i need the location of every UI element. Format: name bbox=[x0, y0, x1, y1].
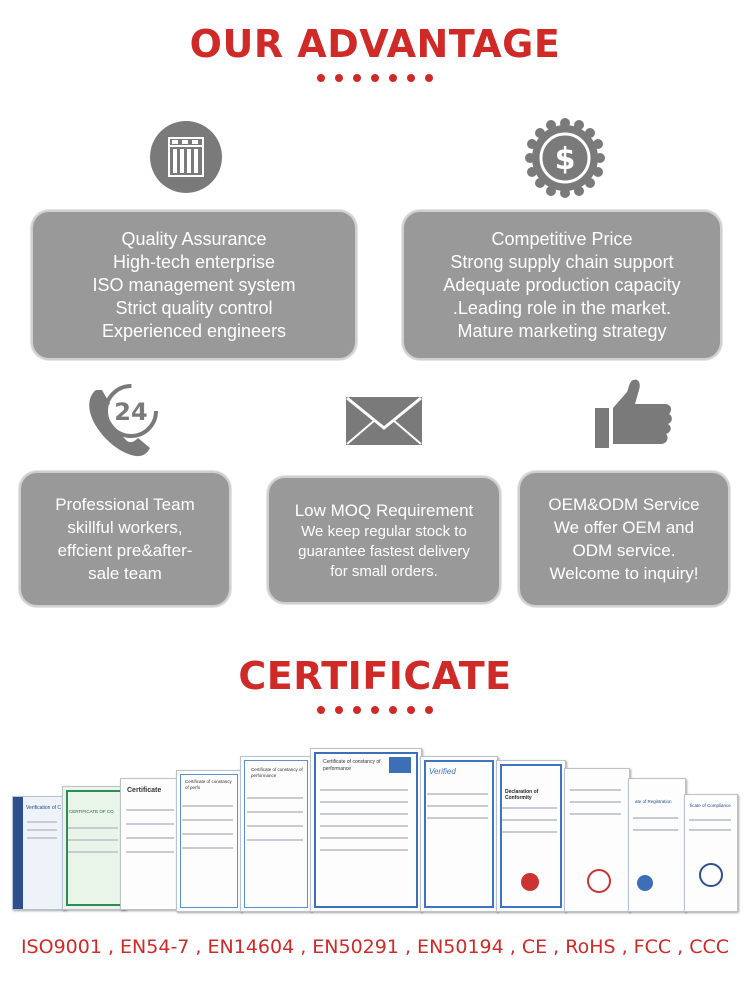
certificate-image: Certificate of constancy of perfo bbox=[176, 770, 242, 912]
certificate-image: Verification of C bbox=[12, 796, 66, 910]
svg-text:24: 24 bbox=[114, 398, 148, 426]
low-moq-card bbox=[267, 476, 501, 604]
certificate-title: CERTIFICATE bbox=[238, 654, 512, 698]
certificate-image: Certificate of constancy of performance bbox=[240, 756, 312, 912]
phone-24-icon bbox=[82, 376, 168, 462]
low-moq-title: Low MOQ Requirement bbox=[294, 500, 474, 520]
certificate-image: Declaration of Conformity bbox=[496, 760, 566, 912]
competitive-price-title: Competitive Price bbox=[491, 228, 633, 249]
certificate-image: Certificate of constancy of performance bbox=[310, 748, 422, 912]
quality-line: Experienced engineers bbox=[101, 320, 287, 341]
quality-line: ISO management system bbox=[92, 274, 296, 295]
certificate-image: CERTIFICATE OF CO bbox=[62, 786, 126, 910]
certification-list: ISO9001 , EN54-7 , EN14604 , EN50291 , EN50194 , CE , RoHS , FCC , CCC bbox=[20, 936, 730, 958]
price-line: .Leading role in the market. bbox=[452, 297, 672, 318]
certificate-image: Certificate bbox=[120, 778, 182, 910]
certificate-dots bbox=[0, 706, 750, 714]
oem-line: ODM service. bbox=[572, 541, 676, 560]
factory-icon bbox=[149, 120, 223, 194]
team-line: effcient pre&after- bbox=[57, 541, 193, 560]
professional-team-title: Professional Team bbox=[55, 495, 195, 514]
quality-assurance-card bbox=[31, 210, 357, 360]
competitive-price-card bbox=[402, 210, 722, 360]
svg-text:$: $ bbox=[554, 142, 576, 177]
quality-assurance-title: Quality Assurance bbox=[121, 228, 267, 249]
price-line: Adequate production capacity bbox=[443, 274, 681, 295]
price-line: Mature marketing strategy bbox=[457, 320, 667, 341]
dollar-coin-icon bbox=[525, 118, 605, 198]
envelope-icon bbox=[345, 396, 423, 446]
certificate-gallery bbox=[10, 746, 740, 914]
moq-line: for small orders. bbox=[330, 562, 438, 580]
certificate-image: Verified bbox=[420, 756, 498, 912]
team-line: skillful workers, bbox=[67, 518, 183, 537]
moq-line: guarantee fastest delivery bbox=[298, 542, 470, 560]
oem-odm-title: OEM&ODM Service bbox=[548, 495, 700, 514]
advantage-title: OUR ADVANTAGE bbox=[189, 22, 561, 66]
oem-odm-card bbox=[518, 471, 730, 607]
certificate-image: ficate of Compliance bbox=[684, 794, 738, 912]
thumbs-up-icon bbox=[593, 378, 675, 450]
price-line: Strong supply chain support bbox=[450, 251, 674, 272]
advantage-dots bbox=[0, 74, 750, 82]
oem-line: We offer OEM and bbox=[553, 518, 695, 537]
oem-line: Welcome to inquiry! bbox=[549, 564, 699, 583]
certificate-image: ate of Registration bbox=[628, 778, 686, 912]
quality-line: High-tech enterprise bbox=[112, 251, 276, 272]
professional-team-card bbox=[19, 471, 231, 607]
certificate-image bbox=[564, 768, 630, 912]
moq-line: We keep regular stock to bbox=[301, 522, 467, 540]
team-line: sale team bbox=[88, 564, 162, 583]
quality-line: Strict quality control bbox=[115, 297, 273, 318]
